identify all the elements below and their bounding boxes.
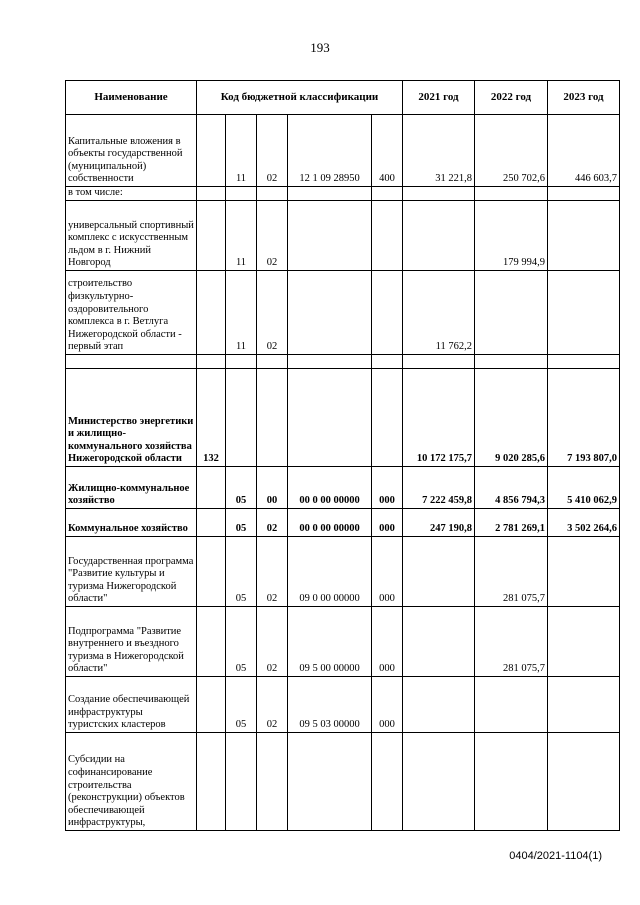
cell-vr xyxy=(372,355,403,369)
table-row xyxy=(66,271,620,355)
cell-y2021 xyxy=(403,733,475,831)
cell-y2022 xyxy=(475,733,548,831)
cell-rz: 05 xyxy=(226,467,257,509)
cell-y2021: 10 172 175,7 xyxy=(403,369,475,467)
cell-y2022 xyxy=(475,677,548,733)
cell-csr: 12 1 09 28950 xyxy=(288,115,372,187)
header-2022: 2022 год xyxy=(475,81,548,115)
table-row xyxy=(66,677,620,733)
cell-csr xyxy=(288,355,372,369)
cell-pr: 02 xyxy=(257,271,288,355)
cell-y2023 xyxy=(548,201,620,271)
cell-y2022: 2 781 269,1 xyxy=(475,509,548,537)
cell-vr: 000 xyxy=(372,467,403,509)
cell-name: в том числе: xyxy=(66,187,197,201)
cell-ved xyxy=(197,607,226,677)
cell-csr: 00 0 00 00000 xyxy=(288,467,372,509)
cell-vr: 000 xyxy=(372,509,403,537)
cell-csr xyxy=(288,733,372,831)
table-row xyxy=(66,115,620,187)
cell-vr: 000 xyxy=(372,677,403,733)
cell-pr: 02 xyxy=(257,201,288,271)
cell-csr: 00 0 00 00000 xyxy=(288,509,372,537)
cell-y2023 xyxy=(548,733,620,831)
cell-y2023 xyxy=(548,187,620,201)
cell-name xyxy=(66,355,197,369)
cell-y2022 xyxy=(475,187,548,201)
cell-y2021 xyxy=(403,187,475,201)
cell-y2021: 11 762,2 xyxy=(403,271,475,355)
cell-ved xyxy=(197,115,226,187)
cell-y2023: 3 502 264,6 xyxy=(548,509,620,537)
cell-vr: 000 xyxy=(372,607,403,677)
budget-table xyxy=(65,80,620,831)
cell-name: строительство физкультурно-оздоровительного комплекса в г. Ветлуга Нижегородской области - первый этап xyxy=(66,271,197,355)
cell-y2021: 7 222 459,8 xyxy=(403,467,475,509)
cell-rz xyxy=(226,355,257,369)
cell-y2022: 9 020 285,6 xyxy=(475,369,548,467)
cell-y2021 xyxy=(403,677,475,733)
cell-y2023 xyxy=(548,271,620,355)
cell-pr: 02 xyxy=(257,537,288,607)
cell-y2022: 179 994,9 xyxy=(475,201,548,271)
cell-vr xyxy=(372,369,403,467)
cell-rz xyxy=(226,733,257,831)
cell-y2021 xyxy=(403,355,475,369)
cell-name: Коммунальное хозяйство xyxy=(66,509,197,537)
table-row xyxy=(66,187,620,201)
table-row xyxy=(66,201,620,271)
cell-pr xyxy=(257,733,288,831)
cell-rz: 05 xyxy=(226,607,257,677)
cell-pr: 02 xyxy=(257,607,288,677)
cell-ved xyxy=(197,187,226,201)
cell-rz: 11 xyxy=(226,115,257,187)
table-row xyxy=(66,733,620,831)
cell-y2023 xyxy=(548,537,620,607)
cell-y2022: 250 702,6 xyxy=(475,115,548,187)
cell-pr: 02 xyxy=(257,677,288,733)
cell-ved xyxy=(197,509,226,537)
cell-y2023: 7 193 807,0 xyxy=(548,369,620,467)
cell-ved xyxy=(197,355,226,369)
cell-ved xyxy=(197,467,226,509)
table-row xyxy=(66,355,620,369)
cell-y2022: 281 075,7 xyxy=(475,607,548,677)
cell-ved xyxy=(197,201,226,271)
cell-y2022 xyxy=(475,271,548,355)
cell-name: универсальный спортивный комплекс с искусственным льдом в г. Нижний Новгород xyxy=(66,201,197,271)
cell-name: Государственная программа "Развитие культуры и туризма Нижегородской области" xyxy=(66,537,197,607)
cell-csr xyxy=(288,187,372,201)
cell-y2023 xyxy=(548,355,620,369)
cell-name: Подпрограмма "Развитие внутреннего и въездного туризма в Нижегородской области" xyxy=(66,607,197,677)
cell-pr xyxy=(257,369,288,467)
cell-y2021: 31 221,8 xyxy=(403,115,475,187)
cell-name: Создание обеспечивающей инфраструктуры туристских кластеров xyxy=(66,677,197,733)
cell-ved xyxy=(197,733,226,831)
table-row xyxy=(66,607,620,677)
cell-y2023: 5 410 062,9 xyxy=(548,467,620,509)
cell-y2023 xyxy=(548,677,620,733)
cell-vr xyxy=(372,271,403,355)
cell-rz: 05 xyxy=(226,537,257,607)
cell-pr xyxy=(257,355,288,369)
cell-csr: 09 5 03 00000 xyxy=(288,677,372,733)
cell-csr: 09 5 00 00000 xyxy=(288,607,372,677)
cell-csr xyxy=(288,369,372,467)
page-number: 193 xyxy=(310,40,330,55)
cell-vr: 000 xyxy=(372,537,403,607)
cell-name: Министерство энергетики и жилищно-коммунального хозяйства Нижегородской области xyxy=(66,369,197,467)
cell-csr xyxy=(288,271,372,355)
table-row xyxy=(66,467,620,509)
cell-y2021 xyxy=(403,201,475,271)
cell-y2022: 4 856 794,3 xyxy=(475,467,548,509)
cell-ved xyxy=(197,537,226,607)
cell-y2023: 446 603,7 xyxy=(548,115,620,187)
document-code: 0404/2021-1104(1) xyxy=(509,850,602,862)
cell-name: Капитальные вложения в объекты государственной (муниципальной) собственности xyxy=(66,115,197,187)
table-row xyxy=(66,509,620,537)
cell-y2022: 281 075,7 xyxy=(475,537,548,607)
cell-ved xyxy=(197,677,226,733)
cell-name: Жилищно-коммунальное хозяйство xyxy=(66,467,197,509)
cell-rz: 11 xyxy=(226,201,257,271)
cell-rz: 05 xyxy=(226,509,257,537)
header-2021: 2021 год xyxy=(403,81,475,115)
cell-y2021: 247 190,8 xyxy=(403,509,475,537)
cell-vr xyxy=(372,201,403,271)
cell-y2022 xyxy=(475,355,548,369)
cell-y2023 xyxy=(548,607,620,677)
cell-name: Субсидии на софинансирование строительства (реконструкции) объектов обеспечивающей инфраструктуры, xyxy=(66,733,197,831)
table-header-row xyxy=(66,81,620,115)
cell-rz xyxy=(226,369,257,467)
cell-y2021 xyxy=(403,537,475,607)
cell-csr xyxy=(288,201,372,271)
cell-ved xyxy=(197,271,226,355)
cell-vr: 400 xyxy=(372,115,403,187)
cell-rz: 11 xyxy=(226,271,257,355)
cell-pr: 02 xyxy=(257,115,288,187)
cell-pr: 02 xyxy=(257,509,288,537)
cell-y2021 xyxy=(403,607,475,677)
cell-pr: 00 xyxy=(257,467,288,509)
header-2023: 2023 год xyxy=(548,81,620,115)
header-code: Код бюджетной классификации xyxy=(197,81,403,115)
cell-vr xyxy=(372,733,403,831)
cell-pr xyxy=(257,187,288,201)
cell-vr xyxy=(372,187,403,201)
cell-csr: 09 0 00 00000 xyxy=(288,537,372,607)
cell-rz: 05 xyxy=(226,677,257,733)
table-row xyxy=(66,537,620,607)
cell-rz xyxy=(226,187,257,201)
header-name: Наименование xyxy=(66,81,197,115)
cell-ved: 132 xyxy=(197,369,226,467)
table-row xyxy=(66,369,620,467)
